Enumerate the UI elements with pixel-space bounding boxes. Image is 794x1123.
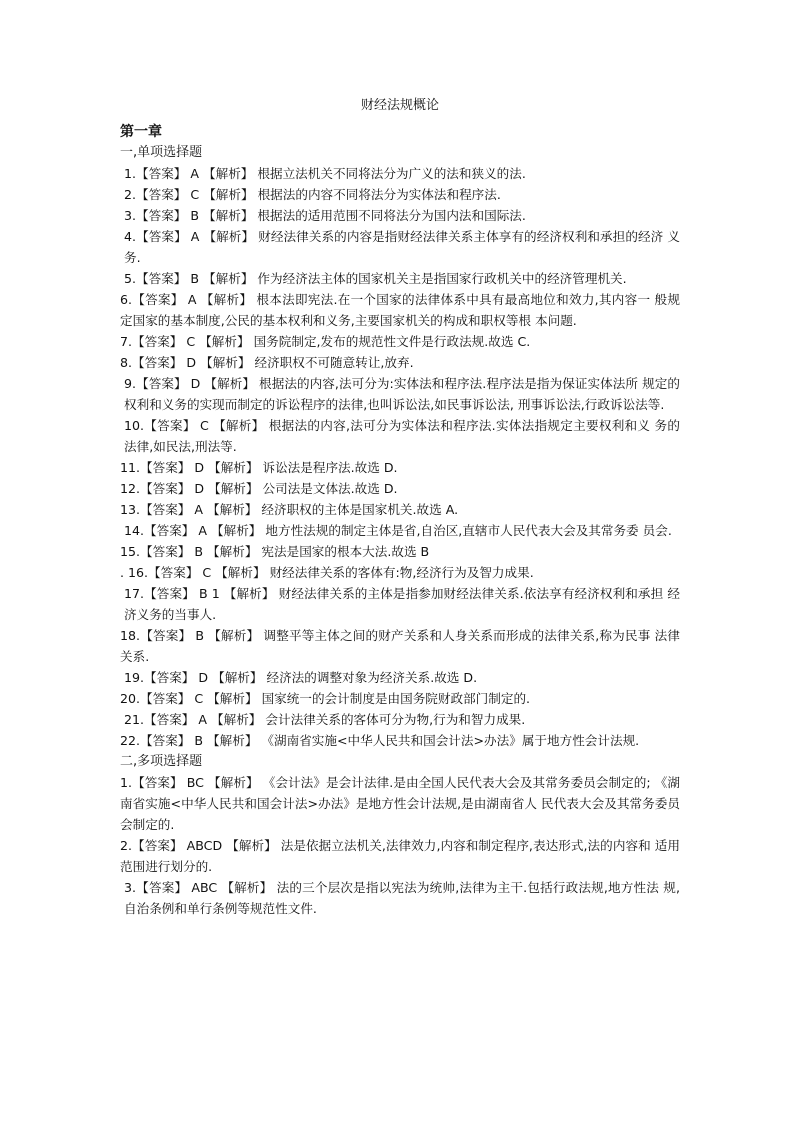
answer-item: 18.【答案】 B 【解析】 调整平等主体之间的财产关系和人身关系而形成的法律关系,称为民事 法律关系. [120, 628, 680, 664]
answer-item: 15.【答案】 B 【解析】 宪法是国家的根本大法.故选 B [120, 544, 430, 559]
answer-item: 19.【答案】 D 【解析】 经济法的调整对象为经济关系.故选 D. [124, 670, 478, 685]
answer-item: 1.【答案】 BC 【解析】 《会计法》是会计法律.是由全国人民代表大会及其常务委员会制定的; 《湖南省实施<中华人民共和国会计法>办法》是地方性会计法规,是由湖南省人 民代表大会及其常务委员会制定的. [120, 775, 680, 832]
answer-item: 9.【答案】 D 【解析】 根据法的内容,法可分为:实体法和程序法.程序法是指为保证实体法所 规定的权利和义务的实现而制定的诉讼程序的法律,也叫诉讼法,如民事诉讼法, 刑事诉讼法,行政诉讼法等. [124, 376, 680, 412]
document-title: 财经法规概论 [360, 98, 439, 113]
answer-item: 12.【答案】 D 【解析】 公司法是文体法.故选 D. [120, 481, 398, 496]
answer-item: 10.【答案】 C 【解析】 根据法的内容,法可分为实体法和程序法.实体法指规定主要权利和义 务的法律,如民法,刑法等. [124, 418, 680, 454]
answer-item: 3.【答案】 ABC 【解析】 法的三个层次是指以宪法为统帅,法律为主干.包括行政法规,地方性法 规,自治条例和单行条例等规范性文件. [124, 880, 680, 916]
answer-item: 14.【答案】 A 【解析】 地方性法规的制定主体是省,自治区,直辖市人民代表大会及其常务委 员会. [124, 523, 672, 538]
answer-item: 2.【答案】 ABCD 【解析】 法是依据立法机关,法律效力,内容和制定程序,表达形式,法的内容和 适用范围进行划分的. [120, 838, 680, 874]
answer-item: 11.【答案】 D 【解析】 诉讼法是程序法.故选 D. [120, 460, 398, 475]
answer-item: . 16.【答案】 C 【解析】 财经法律关系的客体有:物,经济行为及智力成果. [120, 565, 534, 580]
answer-item: 21.【答案】 A 【解析】 会计法律关系的客体可分为物,行为和智力成果. [124, 712, 526, 727]
section-heading: 二,多项选择题 [120, 754, 203, 769]
answer-item: 6.【答案】 A 【解析】 根本法即宪法.在一个国家的法律体系中具有最高地位和效力,其内容一 般规定国家的基本制度,公民的基本权利和义务,主要国家机关的构成和职权等根 本问题. [120, 292, 680, 328]
answer-item: 7.【答案】 C 【解析】 国务院制定,发布的规范性文件是行政法规.故选 C. [120, 334, 531, 349]
section-heading: 一,单项选择题 [120, 145, 203, 160]
answer-item: 2.【答案】 C 【解析】 根据法的内容不同将法分为实体法和程序法. [124, 187, 501, 202]
answer-item: 17.【答案】 B 1 【解析】 财经法律关系的主体是指参加财经法律关系.依法享有经济权利和承担 经济义务的当事人. [124, 586, 680, 622]
document-page [120, 96, 680, 919]
answer-item: 5.【答案】 B 【解析】 作为经济法主体的国家机关主是指国家行政机关中的经济管理机关. [124, 271, 627, 286]
answer-item: 1.【答案】 A 【解析】 根据立法机关不同将法分为广义的法和狭义的法. [124, 166, 526, 181]
answer-sections [120, 142, 680, 919]
answer-item: 20.【答案】 C 【解析】 国家统一的会计制度是由国务院财政部门制定的. [120, 691, 531, 706]
answer-item: 3.【答案】 B 【解析】 根据法的适用范围不同将法分为国内法和国际法. [124, 208, 526, 223]
answer-item: 13.【答案】 A 【解析】 经济职权的主体是国家机关.故选 A. [120, 502, 459, 517]
answer-item: 8.【答案】 D 【解析】 经济职权不可随意转让,放弃. [120, 355, 414, 370]
chapter-heading: 第一章 [120, 124, 162, 140]
answer-item: 22.【答案】 B 【解析】 《湖南省实施<中华人民共和国会计法>办法》属于地方性会计法规. [120, 733, 640, 748]
answer-item: 4.【答案】 A 【解析】 财经法律关系的内容是指财经法律关系主体享有的经济权利和承担的经济 义务. [124, 229, 680, 265]
